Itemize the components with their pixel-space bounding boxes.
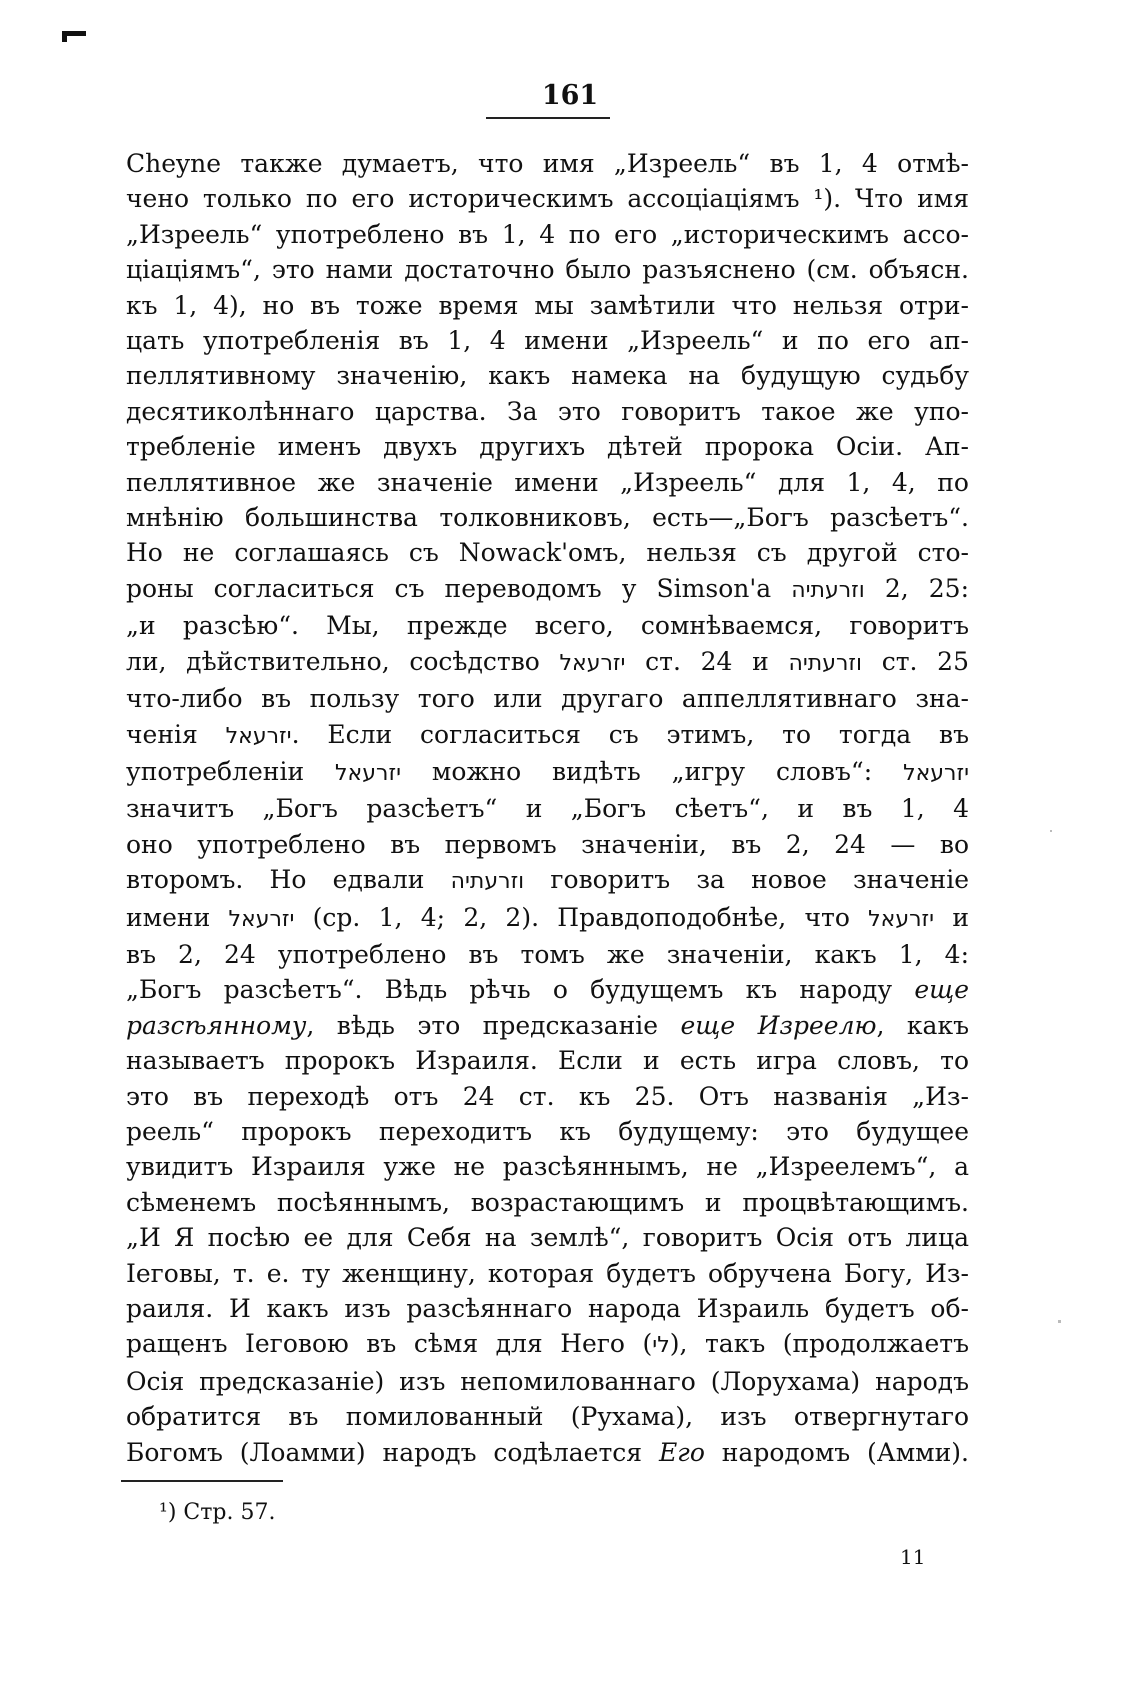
text-line xyxy=(126,1043,969,1078)
text-line xyxy=(126,358,969,393)
text-segment: Но не соглашаясь съ Nowack'омъ, нельзя съ другой сто- xyxy=(126,538,969,568)
page-number-header xyxy=(0,80,1140,111)
edge-scan-mark-tail xyxy=(62,36,67,42)
scan-speck xyxy=(1058,1320,1061,1323)
text-line xyxy=(126,465,969,500)
italic-text: разсѣянному xyxy=(126,1010,307,1040)
body-text xyxy=(126,146,969,1470)
text-line xyxy=(126,429,969,464)
text-segment: имени xyxy=(126,902,229,932)
text-segment: ціаціямъ“, это нами достаточно было разъяснено (см. объясн. xyxy=(126,255,969,285)
page-number-rule xyxy=(486,117,610,119)
text-segment: значитъ „Богъ разсѣетъ“ и „Богъ сѣетъ“, и въ 1, 4 xyxy=(126,794,969,824)
text-segment: ), такъ (продолжаетъ xyxy=(669,1329,969,1359)
text-line xyxy=(126,323,969,358)
text-line xyxy=(126,1291,969,1326)
text-line xyxy=(126,608,969,643)
text-segment: въ 2, 24 употреблено въ томъ же значеніи, какъ 1, 4: xyxy=(126,939,969,969)
hebrew-word: יזרעאל xyxy=(868,906,935,932)
scan-speck xyxy=(1050,830,1052,832)
hebrew-word: יזרעאל xyxy=(225,723,292,749)
text-segment: „Богъ разсѣетъ“. Вѣдь рѣчь о будущемъ къ народу xyxy=(126,975,915,1005)
footnote-mark: ¹) xyxy=(159,1500,177,1525)
text-segment: ращенъ Іеговою въ сѣмя для Него ( xyxy=(126,1329,653,1359)
text-line xyxy=(126,1079,969,1114)
text-segment: что-либо въ пользу того или другаго аппеллятивнаго зна- xyxy=(126,684,969,714)
text-line xyxy=(126,146,969,181)
italic-text: еще Изреелю xyxy=(680,1010,877,1040)
text-segment: сѣменемъ посѣяннымъ, возрастающимъ и процвѣтающимъ. xyxy=(126,1187,969,1217)
hebrew-word: לי xyxy=(652,1333,670,1359)
text-line xyxy=(126,181,969,216)
text-segment: , вѣдь это предсказаніе xyxy=(306,1010,681,1040)
text-segment: „И Я посѣю ее для Себя на землѣ“, говоритъ Осія отъ лица xyxy=(126,1223,969,1253)
text-segment: мнѣнію большинства толковниковъ, есть—„Богъ разсѣетъ“. xyxy=(126,503,969,533)
text-line xyxy=(126,1220,969,1255)
text-line xyxy=(126,571,969,608)
text-segment: ст. 24 и xyxy=(625,646,789,676)
hebrew-word: יזרעאל xyxy=(559,650,626,676)
text-segment: чено только по его историческимъ ассоціаціямъ ¹). Что имя xyxy=(126,184,969,214)
text-segment: оно употреблено въ первомъ значеніи, въ 2, 24 — во xyxy=(126,829,969,859)
text-line xyxy=(126,252,969,287)
text-segment: къ 1, 4), но въ тоже время мы замѣтили что нельзя отри- xyxy=(126,290,969,320)
text-line xyxy=(126,394,969,429)
text-segment: пеллятивное же значеніе имени „Изреель“ для 1, 4, по xyxy=(126,467,969,497)
text-line xyxy=(126,1185,969,1220)
hebrew-word: וזרעתיה xyxy=(788,650,863,676)
footnote xyxy=(159,1500,275,1525)
hebrew-word: יזרעאל xyxy=(903,760,969,786)
text-line xyxy=(126,900,969,937)
text-segment: роны согласиться съ переводомъ у Simson'а xyxy=(126,573,792,603)
footnote-rule xyxy=(121,1480,283,1482)
hebrew-word: יזרעאל xyxy=(335,760,401,786)
text-segment: обратится въ помилованный (Рухама), изъ отвергнутаго xyxy=(126,1402,969,1432)
footnote-text: Стр. 57. xyxy=(183,1500,276,1525)
text-segment: Богомъ (Лоамми) народъ содѣлается xyxy=(126,1437,659,1467)
text-segment: увидитъ Израиля уже не разсѣяннымъ, не „Изреелемъ“, а xyxy=(126,1152,969,1182)
text-segment: говоритъ за новое значеніе xyxy=(524,865,970,895)
text-segment: употребленіи xyxy=(126,756,336,786)
text-segment: ченія xyxy=(126,719,226,749)
text-segment: можно видѣть „игру словъ“: xyxy=(400,756,904,786)
text-segment: 2, 25: xyxy=(864,573,969,603)
text-segment: „и разсѣю“. Мы, прежде всего, сомнѣваемся, говоритъ xyxy=(126,611,969,641)
text-segment: цать употребленія въ 1, 4 имени „Изреель“ и по его ап- xyxy=(126,326,969,356)
italic-text: еще xyxy=(914,975,969,1005)
text-segment: требленіе именъ двухъ другихъ дѣтей пророка Осіи. Ап- xyxy=(126,432,969,462)
text-segment: это въ переходѣ отъ 24 ст. къ 25. Отъ названія „Из- xyxy=(126,1081,969,1111)
text-segment: реель“ пророкъ переходитъ къ будущему: это будущее xyxy=(126,1116,969,1146)
text-line xyxy=(126,1256,969,1291)
text-line xyxy=(126,1326,969,1363)
text-segment: ли, дѣйствительно, сосѣдство xyxy=(126,646,560,676)
text-line xyxy=(126,1399,969,1434)
hebrew-word: וזרעתיה xyxy=(791,577,865,603)
text-segment: , какъ xyxy=(876,1010,969,1040)
text-segment: Cheyne также думаетъ, что имя „Изреель“ въ 1, 4 отмѣ- xyxy=(126,149,969,178)
text-segment: Іеговы, т. е. ту женщину, которая будетъ обручена Богу, Из- xyxy=(126,1258,969,1288)
text-segment: пеллятивному значенію, какъ намека на будущую судьбу xyxy=(126,361,969,391)
text-segment: (ср. 1, 4; 2, 2). Правдоподобнѣе, что xyxy=(294,902,869,932)
text-line xyxy=(126,644,969,681)
text-line xyxy=(126,681,969,716)
text-segment: ст. 25 xyxy=(862,646,969,676)
text-line xyxy=(126,1435,969,1470)
text-segment: раиля. И какъ изъ разсѣяннаго народа Израиль будетъ об- xyxy=(126,1294,969,1323)
text-line xyxy=(126,500,969,535)
text-segment: „Изреель“ употреблено въ 1, 4 по его „историческимъ ассо- xyxy=(126,219,969,249)
hebrew-word: יזרעאל xyxy=(228,906,295,932)
text-segment: и xyxy=(934,902,969,932)
text-line xyxy=(126,937,969,972)
text-line xyxy=(126,217,969,252)
text-line xyxy=(126,717,969,754)
text-line xyxy=(126,535,969,570)
text-line xyxy=(126,1008,969,1043)
text-line xyxy=(126,791,969,826)
italic-text: Его xyxy=(658,1437,705,1467)
text-segment: Осія предсказаніе) изъ непомилованнаго (Лорухама) народъ xyxy=(126,1366,969,1396)
hebrew-word: וזרעתיה xyxy=(450,869,525,895)
text-line xyxy=(126,754,969,791)
text-line xyxy=(126,862,969,899)
text-segment: называетъ пророкъ Израиля. Если и есть игра словъ, то xyxy=(126,1046,969,1076)
text-line xyxy=(126,1364,969,1399)
text-segment: народомъ (Амми). xyxy=(704,1437,969,1467)
text-line xyxy=(126,972,969,1007)
text-line xyxy=(126,1114,969,1149)
text-line xyxy=(126,827,969,862)
text-segment: . Если согласиться съ этимъ, то тогда въ xyxy=(291,719,969,749)
text-line xyxy=(126,288,969,323)
signature-mark: 11 xyxy=(900,1545,926,1569)
text-segment: второмъ. Но едвали xyxy=(126,865,451,895)
text-segment: десятиколѣннаго царства. За это говоритъ такое же упо- xyxy=(126,396,969,426)
text-line xyxy=(126,1149,969,1184)
page-number: 161 xyxy=(541,80,599,111)
